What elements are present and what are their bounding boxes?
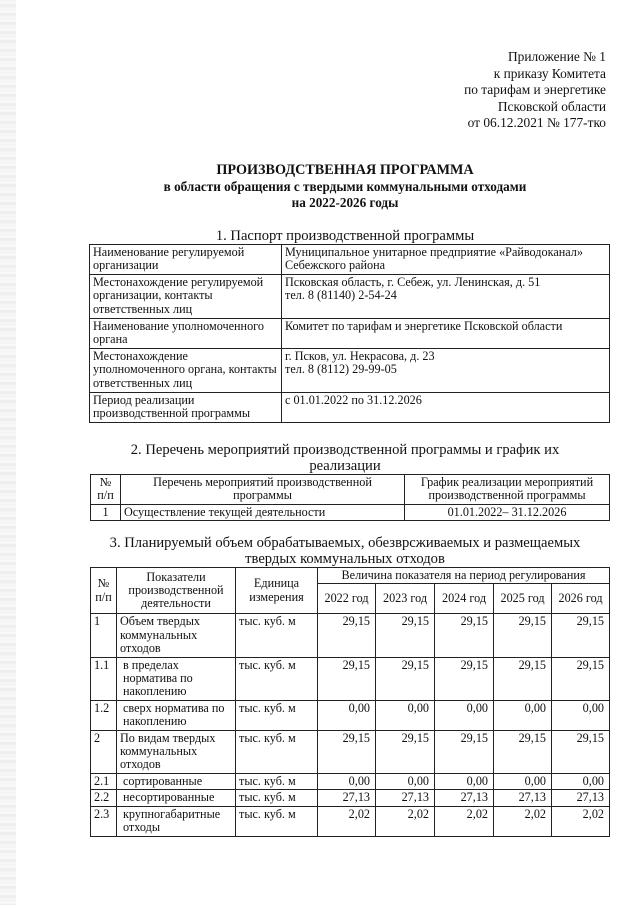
table-row [90,393,610,423]
row-label: Наименование регулируемой организации [90,245,282,275]
table-row [90,275,610,319]
address: г. Псков, ул. Некрасова, д. 23 [285,349,435,363]
cell-value: 29,15 [494,730,552,773]
cell-unit: тыс. куб. м [236,657,318,700]
cell-unit: тыс. куб. м [236,790,318,806]
col-header-year: 2026 год [552,584,610,614]
title-sub: в области обращения с твердыми коммунальными отходами [163,179,527,194]
cell-value: 29,15 [435,730,494,773]
cell-indicator: в пределах норматива по накоплению [117,657,236,700]
table-row [91,614,610,657]
table-row [90,319,610,349]
cell-value: 2,02 [376,806,435,836]
document-title [60,162,630,211]
col-header-year: 2022 год [318,584,376,614]
heading-line: 2. Перечень мероприятий производственной программы и график их [130,442,560,458]
heading-line: твердых коммунальных отходов [245,550,445,567]
cell-value: 29,15 [552,657,610,700]
cell-unit: тыс. куб. м [236,700,318,730]
cell-value: 27,13 [552,790,610,806]
col-header-number: № п/п [91,568,117,614]
cell-value: 29,15 [552,614,610,657]
cell-indicator: крупногабаритные отходы [117,806,236,836]
appendix-line: Приложение № 1 [507,49,606,64]
row-label: Местонахождение регулируемой организации, контакты ответственных лиц [90,275,282,319]
cell-value: 29,15 [376,657,435,700]
table-row [91,700,610,730]
cell-value: 0,00 [318,773,376,789]
row-value: с 01.01.2022 по 31.12.2026 [282,393,610,423]
table-row [90,349,610,393]
cell-unit: тыс. куб. м [236,773,318,789]
cell-value: 27,13 [318,790,376,806]
cell-indicator: несортированные [117,790,236,806]
phone: тел. 8 (8112) 29-99-05 [285,362,397,377]
section2-heading [60,443,630,474]
cell-value: 0,00 [552,700,610,730]
cell-number: 2.2 [91,790,117,806]
cell-value: 29,15 [376,730,435,773]
cell-value: 29,15 [552,730,610,773]
cell-value: 29,15 [318,730,376,773]
section3-heading [60,536,630,567]
cell-value: 2,02 [494,806,552,836]
table-header-row [91,568,610,584]
cell-value: 0,00 [435,773,494,789]
cell-value: 27,13 [435,790,494,806]
cell-value: 0,00 [435,700,494,730]
section1-heading: 1. Паспорт производственной программы [215,228,475,244]
cell-value: 29,15 [318,614,376,657]
row-value [282,275,610,319]
cell-number: 1 [91,504,121,520]
table-row [90,245,610,275]
cell-value: 29,15 [435,657,494,700]
col-header-period: Величина показателя на период регулирования [318,568,610,584]
col-header-unit: Единица измерения [236,568,318,614]
row-value [282,349,610,393]
heading-line: реализации [309,457,381,474]
cell-value: 0,00 [494,773,552,789]
cell-indicator: По видам твердых коммунальных отходов [117,730,236,773]
cell-value: 27,13 [376,790,435,806]
col-header-year: 2024 год [435,584,494,614]
cell-number: 2.3 [91,806,117,836]
cell-indicator: сверх норматива по накоплению [117,700,236,730]
cell-number: 2 [91,730,117,773]
title-main: ПРОИЗВОДСТВЕННАЯ ПРОГРАММА [216,162,474,178]
appendix-line: по тарифам и энергетике [464,82,606,98]
cell-indicator: сортированные [117,773,236,789]
col-header-year: 2023 год [376,584,435,614]
activities-table [90,474,610,521]
cell-unit: тыс. куб. м [236,730,318,773]
title-period: на 2022-2026 годы [291,195,399,210]
appendix-line: от 06.12.2021 № 177-тко [467,115,606,131]
cell-number: 1.1 [91,657,117,700]
table-row [91,657,610,700]
scan-edge [0,0,16,905]
row-label: Местонахождение уполномоченного органа, контакты ответственных лиц [90,349,282,393]
col-header-year: 2025 год [494,584,552,614]
cell-unit: тыс. куб. м [236,806,318,836]
cell-value: 29,15 [494,614,552,657]
cell-value: 29,15 [435,614,494,657]
row-label: Наименование уполномоченного органа [90,319,282,349]
table-row [91,806,610,836]
cell-value: 0,00 [376,773,435,789]
cell-value: 29,15 [494,657,552,700]
row-value: Комитет по тарифам и энергетике Псковской области [282,319,610,349]
cell-value: 2,02 [552,806,610,836]
row-value: Муниципальное унитарное предприятие «Райводоканал» Себежского района [282,245,610,275]
cell-number: 1 [91,614,117,657]
table-row [91,504,610,520]
col-header: Перечень мероприятий производственной программы [121,475,405,505]
cell-number: 2.1 [91,773,117,789]
table-row [91,773,610,789]
cell-value: 29,15 [318,657,376,700]
cell-value: 2,02 [318,806,376,836]
cell-indicator: Объем твердых коммунальных отходов [117,614,236,657]
table-header-row [91,475,610,505]
cell-value: 0,00 [376,700,435,730]
passport-table [89,244,610,423]
table-row [91,790,610,806]
cell-value: 2,02 [435,806,494,836]
row-label: Период реализации производственной программы [90,393,282,423]
phone: тел. 8 (81140) 2-54-24 [285,288,397,303]
col-header: № п/п [91,475,121,505]
appendix-line: к приказу Комитета [493,65,606,81]
col-header: График реализации мероприятий производственной программы [405,475,610,505]
cell-schedule: 01.01.2022– 31.12.2026 [405,504,610,520]
volume-table [90,567,610,837]
cell-number: 1.2 [91,700,117,730]
col-header-indicator: Показатели производственной деятельности [117,568,236,614]
address: Псковская область, г. Себеж, ул. Ленинская, д. 51 [285,275,541,289]
cell-value: 0,00 [494,700,552,730]
appendix-block [464,49,606,132]
table-row [91,730,610,773]
heading-line: 3. Планируемый объем обрабатываемых, обезврсживаемых и размещаемых [109,535,581,551]
cell-value: 29,15 [376,614,435,657]
cell-unit: тыс. куб. м [236,614,318,657]
appendix-line: Псковской области [497,98,606,114]
cell-value: 27,13 [494,790,552,806]
cell-value: 0,00 [552,773,610,789]
cell-activity: Осуществление текущей деятельности [121,504,405,520]
cell-value: 0,00 [318,700,376,730]
